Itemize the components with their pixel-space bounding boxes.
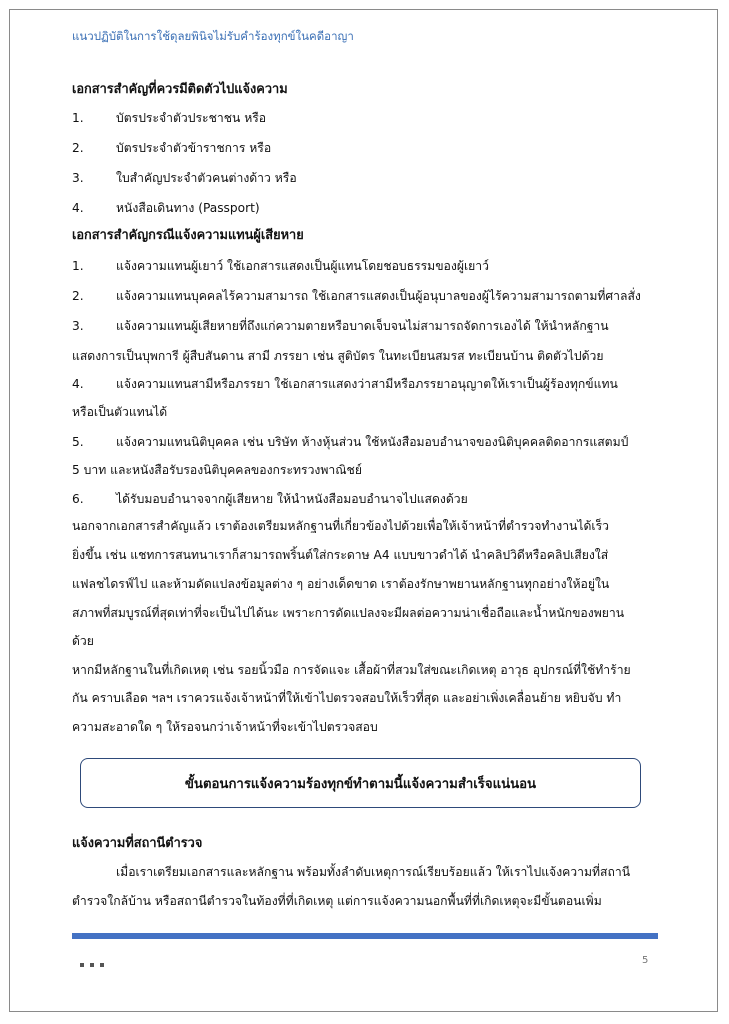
list-text: แจ้งความแทนผู้เยาว์ ใช้เอกสารแสดงเป็นผู้แทนโดยชอบธรรมของผู้เยาว์ <box>116 259 489 273</box>
paragraph-line: ด้วย <box>72 634 94 648</box>
list-text: แจ้งความแทนนิติบุคคล เช่น บริษัท ห้างหุ้นส่วน ใช้หนังสือมอบอำนาจของนิติบุคคลติดอากรแสตมป์ <box>116 435 629 449</box>
paragraph-line: เมื่อเราเตรียมเอกสารและหลักฐาน พร้อมทั้งลำดับเหตุการณ์เรียบร้อยแล้ว ให้เราไปแจ้งความที่สถานี <box>116 865 631 879</box>
list-number: 1. <box>72 259 84 273</box>
paragraph-line: ความสะอาดใด ๆ ให้รอจนกว่าเจ้าหน้าที่จะเข้าไปตรวจสอบ <box>72 720 378 734</box>
list-text: บัตรประจำตัวข้าราชการ หรือ <box>116 141 272 155</box>
list-item-continuation: 5 บาท และหนังสือรับรองนิติบุคคลของกระทรวงพาณิชย์ <box>72 463 362 477</box>
paragraph-line: สภาพที่สมบูรณ์ที่สุดเท่าที่จะเป็นไปได้นะ เพราะการดัดแปลงจะมีผลต่อความน่าเชื่อถือและน้ำหนักของพยาน <box>72 606 625 620</box>
paragraph-line: นอกจากเอกสารสำคัญแล้ว เราต้องเตรียมหลักฐานที่เกี่ยวข้องไปด้วยเพื่อให้เจ้าหน้าที่ตำรวจทำงานได้เร็ว <box>72 519 609 533</box>
list-text: บัตรประจำตัวประชาชน หรือ <box>116 111 267 125</box>
paragraph-line: ตำรวจใกล้บ้าน หรือสถานีตำรวจในท้องที่ที่เกิดเหตุ แต่การแจ้งความนอกพื้นที่ที่เกิดเหตุจะมีขั้นตอนเพิ่ม <box>72 894 602 908</box>
list-text: หนังสือเดินทาง (Passport) <box>116 201 260 215</box>
list-text: ได้รับมอบอำนาจจากผู้เสียหาย ให้นำหนังสือมอบอำนาจไปแสดงด้วย <box>116 492 468 506</box>
list-text: แจ้งความแทนผู้เสียหายที่ถึงแก่ความตายหรือบาดเจ็บจนไม่สามารถจัดการเองได้ ให้นำหลักฐาน <box>116 319 609 333</box>
callout-title: ขั้นตอนการแจ้งความร้องทุกข์ทำตามนี้แจ้งความสำเร็จแน่นอน <box>184 776 537 792</box>
section-heading-documents: เอกสารสำคัญที่ควรมีติดตัวไปแจ้งความ <box>72 82 288 97</box>
list-item-continuation: แสดงการเป็นบุพการี ผู้สืบสันดาน สามี ภรรยา เช่น สูติบัตร ในทะเบียนสมรส ทะเบียนบ้าน ติดตัวไปด้วย <box>72 349 604 363</box>
paragraph-line: กัน คราบเลือด ฯลฯ เราควรแจ้งเจ้าหน้าที่ให้เข้าไปตรวจสอบให้เร็วที่สุด และอย่าเพิ่งเคลื่อนย้าย หยิบจับ ทำ <box>72 691 622 705</box>
paragraph-line: แฟลชไดรฟ์ไป และห้ามดัดแปลงข้อมูลต่าง ๆ อย่างเด็ดขาด เราต้องรักษาพยานหลักฐานทุกอย่างให้อยู่ใน <box>72 577 610 591</box>
list-text: ใบสำคัญประจำตัวคนต่างด้าว หรือ <box>116 171 297 185</box>
steps-callout-box <box>80 758 641 808</box>
page-number: 5 <box>642 955 649 966</box>
list-number: 1. <box>72 111 84 125</box>
footer-divider <box>72 933 658 939</box>
paragraph-line: ยิ่งขึ้น เช่น แชทการสนทนาเราก็สามารถพริ้นต์ใส่กระดาษ A4 แบบขาวดำได้ นำคลิปวิดีหรือคลิปเสียงใส่ <box>72 548 609 562</box>
section-heading-police-station: แจ้งความที่สถานีตำรวจ <box>72 836 203 851</box>
paragraph-line: หากมีหลักฐานในที่เกิดเหตุ เช่น รอยนิ้วมือ การจัดแจะ เสื้อผ้าที่สวมใส่ขณะเกิดเหตุ อาวุธ อุปกรณ์ที่ใช้ทำร้าย <box>72 663 631 677</box>
list-number: 6. <box>72 492 84 506</box>
section-heading-proxy: เอกสารสำคัญกรณีแจ้งความแทนผู้เสียหาย <box>72 228 304 243</box>
list-number: 4. <box>72 377 84 391</box>
list-item-continuation: หรือเป็นตัวแทนได้ <box>72 405 168 419</box>
footer-mark-icon <box>80 952 114 960</box>
list-text: แจ้งความแทนบุคคลไร้ความสามารถ ใช้เอกสารแสดงเป็นผู้อนุบาลของผู้ไร้ความสามารถตามที่ศาลสั่ง <box>116 289 641 303</box>
list-number: 2. <box>72 141 84 155</box>
running-header: แนวปฏิบัติในการใช้ดุลยพินิจไม่รับคำร้องทุกข์ในคดีอาญา <box>72 29 354 43</box>
list-text: แจ้งความแทนสามีหรือภรรยา ใช้เอกสารแสดงว่าสามีหรือภรรยาอนุญาตให้เราเป็นผู้ร้องทุกข์แทน <box>116 377 618 391</box>
list-number: 3. <box>72 171 84 185</box>
list-number: 5. <box>72 435 84 449</box>
list-number: 4. <box>72 201 84 215</box>
document-page <box>9 9 718 1012</box>
list-number: 2. <box>72 289 84 303</box>
list-number: 3. <box>72 319 84 333</box>
